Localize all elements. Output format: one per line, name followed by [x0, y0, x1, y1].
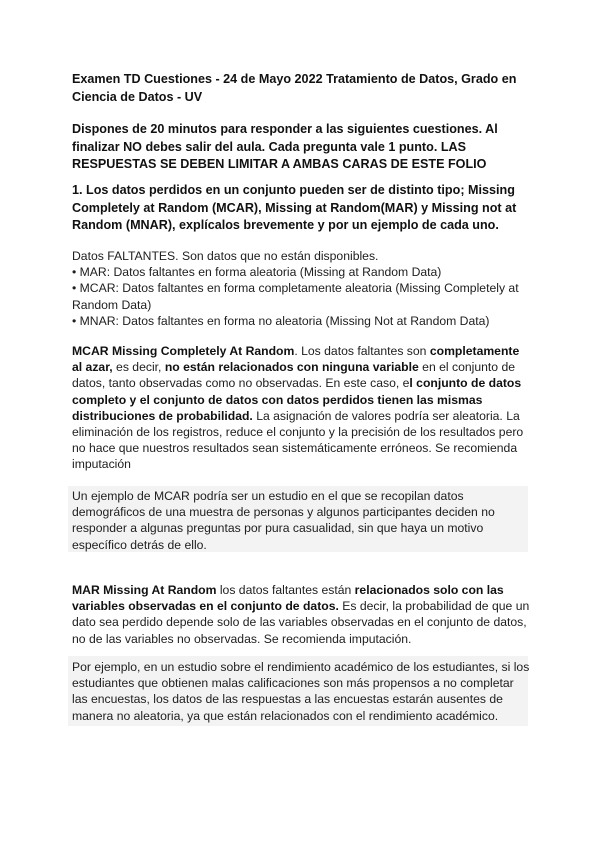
mar-line — [72, 614, 530, 630]
mar-example — [72, 659, 530, 724]
mcar-line — [72, 375, 530, 391]
intro-bullet-continued: Random Data) — [72, 297, 152, 312]
mar-example-line: las encuestas, los datos de las respuestas a las encuestas estarán ausentes de — [72, 692, 503, 707]
mcar-text: imputación — [72, 457, 131, 472]
mar-emphasis: relacionados solo con las — [354, 583, 504, 597]
mcar-line — [72, 408, 530, 424]
intro-bullet: • MAR: Datos faltantes en forma aleatoria (Missing at Random Data) — [72, 265, 442, 280]
mcar-example-line: específico detrás de ello. — [72, 537, 207, 552]
intro-bullet: • MCAR: Datos faltantes en forma completamente aleatoria (Missing Completely at — [72, 281, 519, 296]
mcar-line — [72, 392, 530, 408]
question-line: 1. Los datos perdidos en un conjunto pueden ser de distinto tipo; Missing — [72, 183, 515, 197]
mar-line — [72, 631, 530, 647]
mcar-text: . Los datos faltantes son — [294, 344, 430, 358]
mcar-emphasis: completo y el conjunto de datos con datos perdidos tienen las mismas — [72, 392, 483, 407]
mcar-text: datos, tanto observadas como no observadas. En este caso, e — [72, 376, 410, 391]
mar-line — [72, 598, 530, 614]
mcar-text: eliminación de los registros, reduce el conjunto y la precisión de los resultados pero — [72, 425, 524, 440]
mcar-example-line: responder a algunas preguntas por pura casualidad, sin que haya un motivo — [72, 521, 484, 536]
mcar-emphasis: al azar, — [72, 360, 113, 375]
answer-intro — [72, 248, 530, 329]
mcar-line — [72, 359, 530, 375]
exam-title-line: Ciencia de Datos - UV — [72, 89, 203, 104]
instructions-line: Dispones de 20 minutos para responder a las siguientes cuestiones. Al — [72, 122, 498, 136]
mcar-line — [72, 424, 530, 440]
exam-title — [72, 71, 530, 106]
mcar-example-line: demográficos de una muestra de personas y algunos participantes deciden no — [72, 505, 495, 520]
question-line: Completely at Random (MCAR), Missing at Random(MAR) y Missing not at — [72, 200, 517, 215]
mcar-text: en el conjunto de — [418, 360, 516, 375]
exam-title-line: Examen TD Cuestiones - 24 de Mayo 2022 Tratamiento de Datos, Grado en — [72, 72, 517, 86]
mcar-line — [72, 440, 530, 456]
mar-text: dato sea perdido depende solo de las variables observadas en el conjunto de datos, — [72, 615, 527, 630]
mcar-example — [72, 488, 530, 553]
intro-line: Datos FALTANTES. Son datos que no están disponibles. — [72, 249, 379, 263]
mar-example-line: manera no aleatoria, ya que están relacionados con el rendimiento académico. — [72, 708, 499, 723]
mar-example-line: Por ejemplo, en un estudio sobre el rendimiento académico de los estudiantes, si los — [72, 660, 530, 674]
mcar-example-line: Un ejemplo de MCAR podría ser un estudio en el que se recopilan datos — [72, 489, 464, 503]
mcar-emphasis: no están relacionados con ninguna variable — [164, 360, 419, 375]
mar-term: MAR Missing At Random — [72, 583, 217, 597]
mcar-emphasis: l conjunto de datos — [409, 376, 522, 391]
exam-instructions — [72, 121, 530, 174]
mar-text: no de las variables no observadas. Se recomienda imputación. — [72, 631, 412, 646]
mcar-text: La asignación de valores podría ser aleatoria. La — [252, 408, 520, 423]
mcar-paragraph — [72, 343, 530, 473]
mar-text: los datos faltantes están — [216, 583, 355, 597]
mar-line — [72, 582, 530, 598]
instructions-line: finalizar NO debes salir del aula. Cada pregunta vale 1 punto. LAS — [72, 139, 467, 154]
mcar-text: es decir, — [112, 360, 165, 375]
instructions-line: RESPUESTAS SE DEBEN LIMITAR A AMBAS CARAS DE ESTE FOLIO — [72, 157, 487, 171]
mcar-emphasis: distribuciones de probabilidad. — [72, 408, 253, 423]
intro-bullet: • MNAR: Datos faltantes en forma no aleatoria (Missing Not at Random Data) — [72, 313, 490, 328]
mcar-line — [72, 343, 530, 359]
mar-paragraph — [72, 582, 530, 647]
mar-text: Es decir, la probabilidad de que un — [338, 599, 530, 614]
mcar-text: no hace que nuestros resultados sean sistemáticamente erróneos. Se recomienda — [72, 441, 518, 456]
mar-emphasis: variables observadas en el conjunto de datos. — [72, 599, 339, 614]
question-1 — [72, 182, 530, 235]
mar-example-line: estudiantes que obtienen malas calificaciones son más propensos a no completar — [72, 676, 514, 691]
mcar-emphasis: completamente — [429, 344, 520, 358]
mcar-line — [72, 456, 530, 472]
question-line: Random (MNAR), explícalos brevemente y por un ejemplo de cada uno. — [72, 218, 499, 232]
mcar-term: MCAR Missing Completely At Random — [72, 344, 295, 358]
